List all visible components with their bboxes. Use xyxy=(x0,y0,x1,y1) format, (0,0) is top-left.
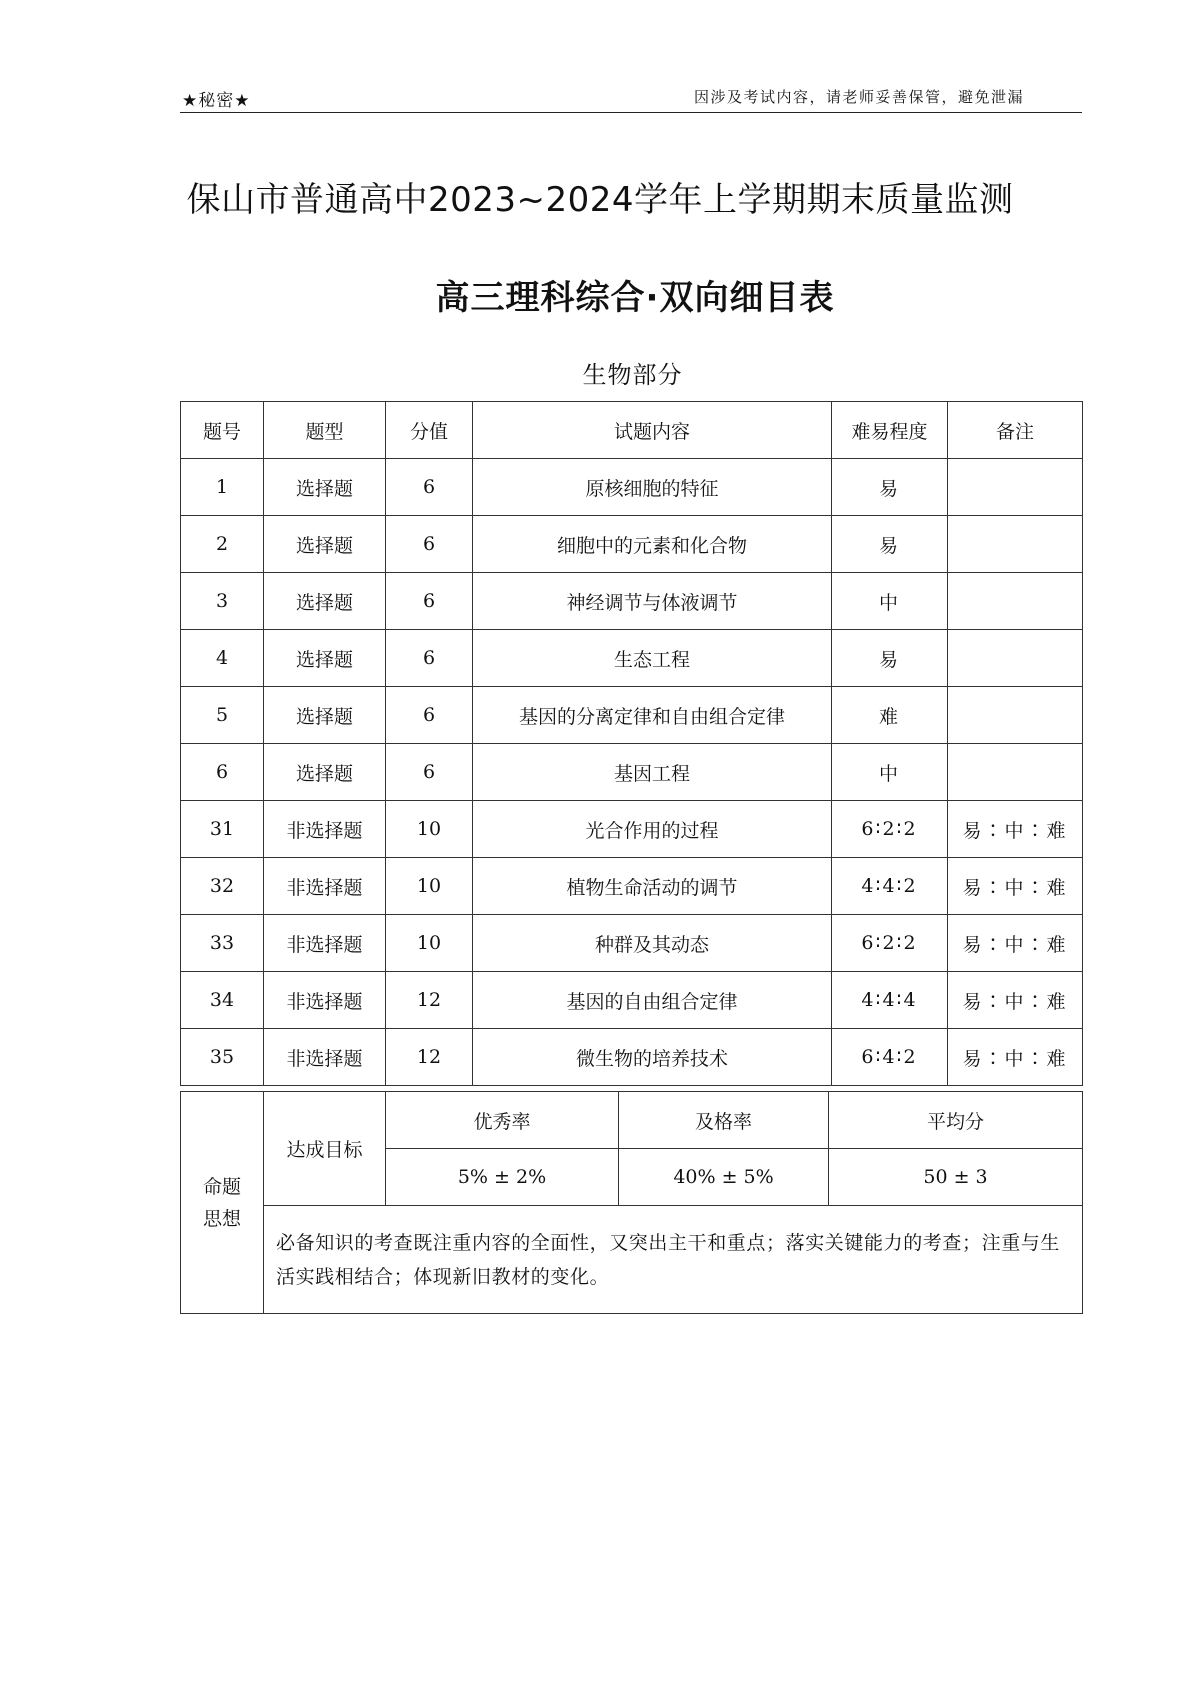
score-cell: 6 xyxy=(386,630,473,687)
question-type-cell: 非选择题 xyxy=(264,858,386,915)
column-header: 备注 xyxy=(948,402,1083,459)
difficulty-cell: 4∶4∶2 xyxy=(832,858,948,915)
table-row xyxy=(181,801,1083,858)
note-cell: 易∶中∶难 xyxy=(948,915,1083,972)
content-cell: 基因工程 xyxy=(473,744,832,801)
content-cell: 基因的分离定律和自由组合定律 xyxy=(473,687,832,744)
score-cell: 10 xyxy=(386,801,473,858)
question-type-cell: 选择题 xyxy=(264,744,386,801)
score-cell: 12 xyxy=(386,972,473,1029)
difficulty-cell: 易 xyxy=(832,630,948,687)
column-header: 题号 xyxy=(181,402,264,459)
note-cell: 易∶中∶难 xyxy=(948,1029,1083,1086)
question-number-cell: 2 xyxy=(181,516,264,573)
proposition-thought-label xyxy=(181,1092,264,1314)
label-line: 命题 xyxy=(202,1175,241,1198)
column-header: 难易程度 xyxy=(832,402,948,459)
confidential-notice: 因涉及考试内容，请老师妥善保管，避免泄漏 xyxy=(693,88,1024,106)
difficulty-cell: 中 xyxy=(832,573,948,630)
question-type-cell: 选择题 xyxy=(264,516,386,573)
question-type-cell: 非选择题 xyxy=(264,801,386,858)
note-cell xyxy=(948,459,1083,516)
difficulty-cell: 6∶2∶2 xyxy=(832,915,948,972)
question-number-cell: 6 xyxy=(181,744,264,801)
note-cell: 易∶中∶难 xyxy=(948,858,1083,915)
content-cell: 微生物的培养技术 xyxy=(473,1029,832,1086)
content-cell: 生态工程 xyxy=(473,630,832,687)
question-type-cell: 非选择题 xyxy=(264,915,386,972)
question-type-cell: 非选择题 xyxy=(264,1029,386,1086)
average-score-value: 50 ± 3 xyxy=(829,1149,1083,1206)
content-cell: 神经调节与体液调节 xyxy=(473,573,832,630)
question-number-cell: 35 xyxy=(181,1029,264,1086)
question-number-cell: 1 xyxy=(181,459,264,516)
note-cell xyxy=(948,573,1083,630)
question-type-cell: 选择题 xyxy=(264,573,386,630)
note-cell xyxy=(948,744,1083,801)
pass-rate-label: 及格率 xyxy=(619,1092,829,1149)
difficulty-cell: 易 xyxy=(832,516,948,573)
score-cell: 10 xyxy=(386,915,473,972)
table-row xyxy=(181,972,1083,1029)
question-number-cell: 34 xyxy=(181,972,264,1029)
table-row xyxy=(181,744,1083,801)
difficulty-cell: 4∶4∶4 xyxy=(832,972,948,1029)
difficulty-cell: 难 xyxy=(832,687,948,744)
question-number-cell: 31 xyxy=(181,801,264,858)
column-header: 试题内容 xyxy=(473,402,832,459)
score-cell: 6 xyxy=(386,687,473,744)
table-row xyxy=(181,915,1083,972)
table-row xyxy=(181,516,1083,573)
table-row xyxy=(181,858,1083,915)
difficulty-cell: 中 xyxy=(832,744,948,801)
content-cell: 细胞中的元素和化合物 xyxy=(473,516,832,573)
table-row xyxy=(181,459,1083,516)
content-cell: 植物生命活动的调节 xyxy=(473,858,832,915)
label-line: 思想 xyxy=(202,1207,241,1230)
question-number-cell: 33 xyxy=(181,915,264,972)
page-header xyxy=(180,84,1082,113)
score-cell: 12 xyxy=(386,1029,473,1086)
goal-label: 达成目标 xyxy=(264,1092,386,1206)
note-cell xyxy=(948,516,1083,573)
table-row xyxy=(181,687,1083,744)
table-row xyxy=(181,1029,1083,1086)
question-number-cell: 5 xyxy=(181,687,264,744)
table-row xyxy=(181,630,1083,687)
column-header: 分值 xyxy=(386,402,473,459)
note-cell xyxy=(948,630,1083,687)
question-type-cell: 选择题 xyxy=(264,459,386,516)
question-number-cell: 4 xyxy=(181,630,264,687)
note-cell: 易∶中∶难 xyxy=(948,801,1083,858)
question-type-cell: 选择题 xyxy=(264,687,386,744)
question-type-cell: 非选择题 xyxy=(264,972,386,1029)
difficulty-cell: 6∶2∶2 xyxy=(832,801,948,858)
confidential-mark: ★秘密★ xyxy=(182,91,251,111)
table-row xyxy=(181,573,1083,630)
score-cell: 10 xyxy=(386,858,473,915)
difficulty-cell: 6∶4∶2 xyxy=(832,1029,948,1086)
question-number-cell: 32 xyxy=(181,858,264,915)
question-type-cell: 选择题 xyxy=(264,630,386,687)
specification-table xyxy=(180,401,1083,1086)
proposition-thought-text: 必备知识的考查既注重内容的全面性，又突出主干和重点；落实关键能力的考查；注重与生活实践相结合；体现新旧教材的变化。 xyxy=(264,1206,1083,1314)
document-title: 保山市普通高中2023~2024学年上学期期末质量监测 xyxy=(186,180,1014,220)
excellent-rate-label: 优秀率 xyxy=(386,1092,619,1149)
proposition-thought-table xyxy=(180,1091,1083,1314)
average-score-label: 平均分 xyxy=(829,1092,1083,1149)
score-cell: 6 xyxy=(386,573,473,630)
content-cell: 原核细胞的特征 xyxy=(473,459,832,516)
document-subtitle: 高三理科综合·双向细目表 xyxy=(435,278,835,318)
content-cell: 基因的自由组合定律 xyxy=(473,972,832,1029)
score-cell: 6 xyxy=(386,516,473,573)
content-cell: 光合作用的过程 xyxy=(473,801,832,858)
content-cell: 种群及其动态 xyxy=(473,915,832,972)
pass-rate-value: 40% ± 5% xyxy=(619,1149,829,1206)
score-cell: 6 xyxy=(386,744,473,801)
table-header-row xyxy=(181,402,1083,459)
note-cell: 易∶中∶难 xyxy=(948,972,1083,1029)
section-title: 生物部分 xyxy=(582,361,683,389)
excellent-rate-value: 5% ± 2% xyxy=(386,1149,619,1206)
question-number-cell: 3 xyxy=(181,573,264,630)
note-cell xyxy=(948,687,1083,744)
difficulty-cell: 易 xyxy=(832,459,948,516)
column-header: 题型 xyxy=(264,402,386,459)
score-cell: 6 xyxy=(386,459,473,516)
